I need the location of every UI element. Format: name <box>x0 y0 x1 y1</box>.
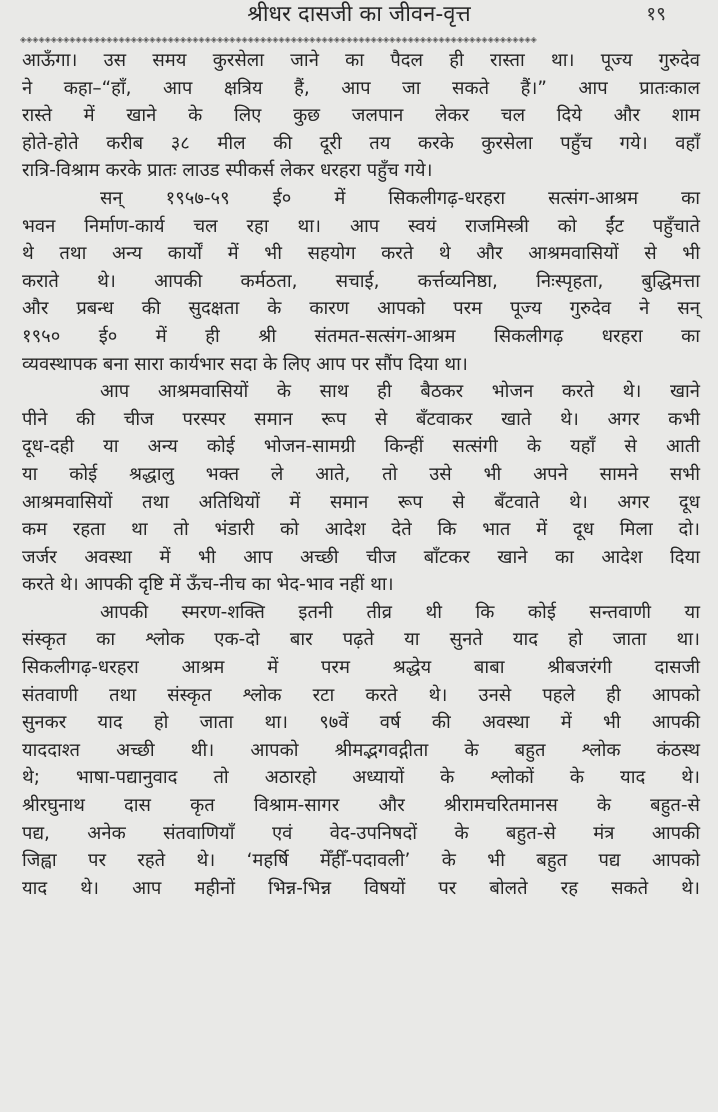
text-line: कम रहता था तो भंडारी को आदेश देते कि भात में दूध मिला दो। <box>22 519 700 541</box>
paragraph <box>22 185 700 378</box>
text-line: पद्य, अनेक संतवाणियाँ एवं वेद-उपनिषदों के बहुत-से मंत्र आपकी <box>22 822 700 844</box>
text-line: थे; भाषा-पद्यानुवाद तो अठारहो अध्यायों के श्लोकों के याद थे। <box>22 767 700 789</box>
text-line: ने कहा–“हाँ, आप क्षत्रिय हैं, आप जा सकते हैं।” आप प्रातःकाल <box>22 77 700 99</box>
page-number: १९ <box>646 3 666 25</box>
running-header-title: श्रीधर दासजी का जीवन-वृत्त <box>247 2 471 27</box>
text-line: आश्रमवासियों तथा अतिथियों में समान रूप से बँटवाते थे। अगर दूध <box>22 491 700 513</box>
text-line: पीने की चीज परस्पर समान रूप से बँटवाकर खाते थे। अगर कभी <box>22 408 700 430</box>
text-line: थे तथा अन्य कार्यों में भी सहयोग करते थे और आश्रमवासियों से भी <box>22 243 700 265</box>
paragraph <box>22 47 700 185</box>
text-line: करते थे। आपकी दृष्टि में ऊँच-नीच का भेद-भाव नहीं था। <box>22 574 394 596</box>
text-line: जर्जर अवस्था में भी आप अच्छी चीज बाँटकर खाने का आदेश दिया <box>22 546 700 568</box>
text-line: दूध-दही या अन्य कोई भोजन-सामग्री किन्हीं सत्संगी के यहाँ से आती <box>22 436 700 458</box>
decorative-border: ◈◈◈◈◈◈◈◈◈◈◈◈◈◈◈◈◈◈◈◈◈◈◈◈◈◈◈◈◈◈◈◈◈◈◈◈◈◈◈◈◈◈◈◈◈◈◈◈◈◈◈◈◈◈◈◈◈◈◈◈◈◈◈◈◈◈◈◈◈◈◈◈◈◈◈◈◈◈◈◈◈◈◈◈ <box>20 35 537 44</box>
body-text <box>22 47 700 902</box>
text-line: संस्कृत का श्लोक एक-दो बार पढ़ते या सुनते याद हो जाता था। <box>22 629 700 651</box>
text-line: रात्रि-विश्राम करके प्रातः लाउड स्पीकर्स लेकर धरहरा पहुँच गये। <box>22 160 433 182</box>
text-line: आप आश्रमवासियों के साथ ही बैठकर भोजन करते थे। खाने <box>100 381 700 403</box>
text-line: याद थे। आप महीनों भिन्न-भिन्न विषयों पर बोलते रह सकते थे। <box>22 877 700 899</box>
text-line: १९५० ई० में ही श्री संतमत-सत्संग-आश्रम सिकलीगढ़ धरहरा का <box>22 325 700 347</box>
paragraph <box>22 378 700 599</box>
text-line: या कोई श्रद्धालु भक्त ले आते, तो उसे भी अपने सामने सभी <box>22 463 700 485</box>
text-line: आऊँगा। उस समय कुरसेला जाने का पैदल ही रास्ता था। पूज्य गुरुदेव <box>22 50 700 71</box>
text-line: भवन निर्माण-कार्य चल रहा था। आप स्वयं राजमिस्त्री को ईंट पहुँचाते <box>22 215 700 237</box>
text-line: जिह्वा पर रहते थे। ‘महर्षि मेँहीँ-पदावली’ के भी बहुत पद्य आपको <box>22 850 700 872</box>
text-line: आपकी स्मरण-शक्ति इतनी तीव्र थी कि कोई सन्तवाणी या <box>100 601 700 623</box>
text-line: सुनकर याद हो जाता था। ९७वें वर्ष की अवस्था में भी आपकी <box>22 712 700 734</box>
text-line: श्रीरघुनाथ दास कृत विश्राम-सागर और श्रीरामचरितमानस के बहुत-से <box>22 795 700 817</box>
text-line: होते-होते करीब ३८ मील की दूरी तय करके कुरसेला पहुँच गये। वहाँ <box>22 132 700 154</box>
text-line: सिकलीगढ़-धरहरा आश्रम में परम श्रद्धेय बाबा श्रीबजरंगी दासजी <box>22 657 700 679</box>
text-line: याददाश्त अच्छी थी। आपको श्रीमद्भगवद्गीता के बहुत श्लोक कंठस्थ <box>22 739 700 761</box>
paragraph <box>22 599 700 903</box>
text-line: संतवाणी तथा संस्कृत श्लोक रटा करते थे। उनसे पहले ही आपको <box>22 684 700 706</box>
text-line: और प्रबन्ध की सुदक्षता के कारण आपको परम पूज्य गुरुदेव ने सन् <box>22 298 700 320</box>
text-line: सन् १९५७-५९ ई० में सिकलीगढ़-धरहरा सत्संग-आश्रम का <box>100 187 700 209</box>
text-line: रास्ते में खाने के लिए कुछ जलपान लेकर चल दिये और शाम <box>22 105 700 127</box>
text-line: व्यवस्थापक बना सारा कार्यभार सदा के लिए आप पर सौंप दिया था। <box>22 353 468 375</box>
text-line: कराते थे। आपकी कर्मठता, सचाई, कर्त्तव्यनिष्ठा, निःस्पृहता, बुद्धिमत्ता <box>22 270 700 292</box>
